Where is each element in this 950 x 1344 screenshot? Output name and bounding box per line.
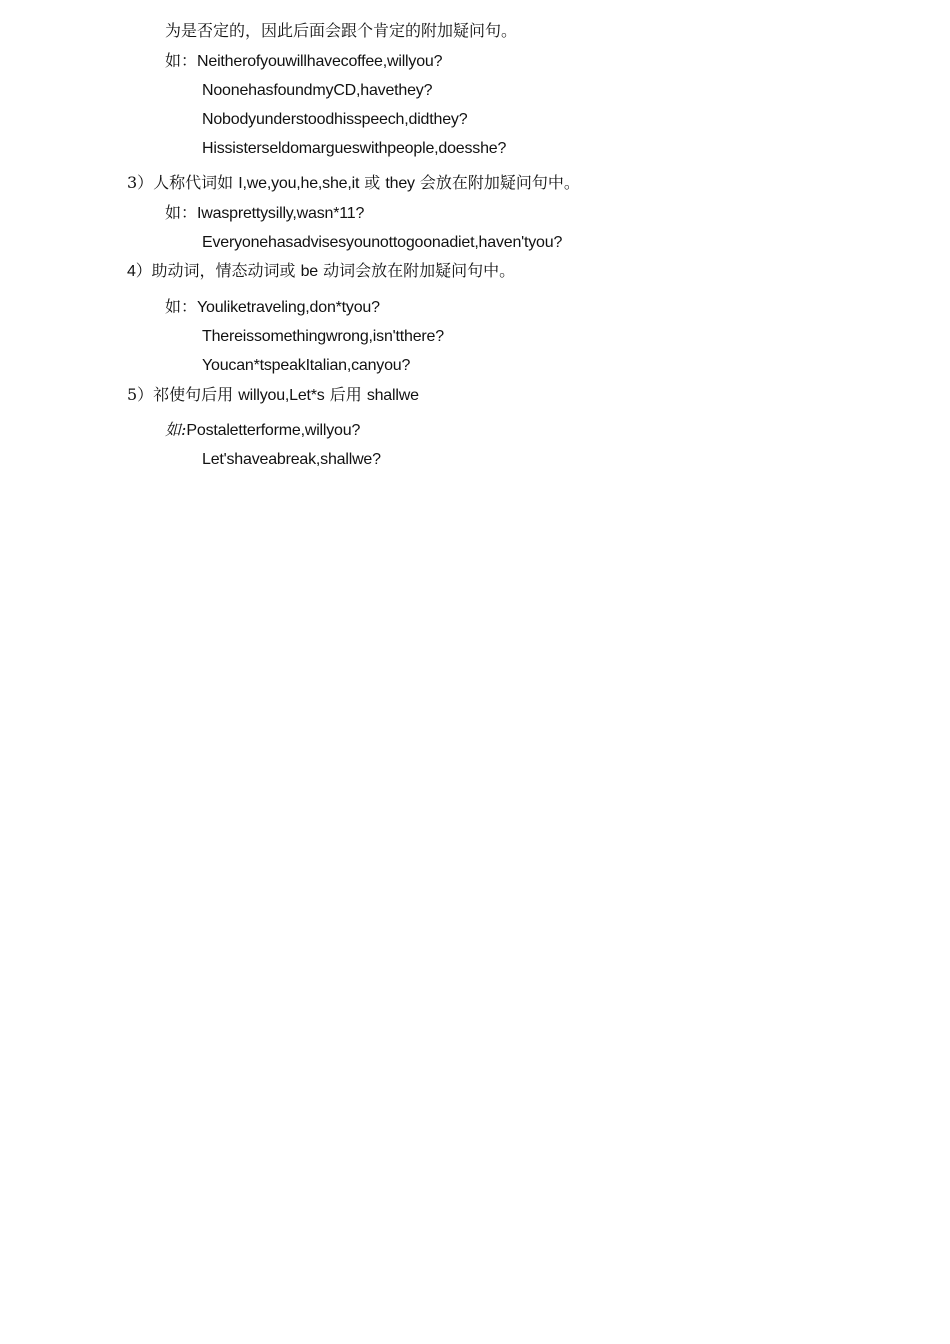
rule-text: 3）人称代词如 bbox=[127, 173, 239, 192]
rule-term: I,we,you,he,she,it bbox=[238, 175, 360, 192]
rule-text: 动词会放在附加疑问句中。 bbox=[318, 261, 516, 280]
text-run: 为是否定的，因此后面会跟个肯定的附加疑问句。 bbox=[165, 21, 518, 40]
example-prefix: 如： bbox=[165, 297, 198, 316]
rule-line bbox=[127, 172, 580, 195]
rule-text: 会放在附加疑问句中。 bbox=[414, 173, 580, 192]
example-line bbox=[202, 109, 467, 131]
example-sentence: Nobodyunderstoodhisspeech,didthey? bbox=[202, 111, 468, 128]
example-sentence: Postaletterforme,willyou? bbox=[186, 422, 361, 439]
example-sentence: Youliketraveling,don*tyou? bbox=[197, 299, 380, 316]
rule-term: shallwe bbox=[366, 387, 419, 404]
example-sentence: Neitherofyouwillhavecoffee,willyou? bbox=[197, 53, 443, 70]
example-sentence: Let'shaveabreak,shallwe? bbox=[202, 451, 381, 468]
example-line bbox=[165, 419, 360, 442]
rule-text: 5）祁使句后用 bbox=[127, 385, 239, 404]
example-prefix: 如： bbox=[165, 203, 198, 222]
example-line bbox=[202, 355, 410, 377]
example-sentence: Youcan*tspeakItalian,canyou? bbox=[202, 357, 411, 374]
example-line bbox=[165, 296, 380, 319]
rule-term: willyou,Let*s bbox=[238, 387, 325, 404]
rule-text: 后用 bbox=[324, 385, 367, 404]
example-prefix: 如： bbox=[165, 51, 198, 70]
text-line bbox=[165, 20, 517, 42]
rule-number: 4） bbox=[127, 263, 152, 280]
rule-line bbox=[127, 384, 419, 407]
example-sentence: NoonehasfoundmyCD,havethey? bbox=[202, 82, 433, 99]
example-line bbox=[202, 232, 562, 254]
example-line bbox=[165, 50, 442, 73]
example-sentence: Hissisterseldomargueswithpeople,doesshe? bbox=[202, 140, 507, 157]
example-line bbox=[202, 326, 444, 348]
example-sentence: Everyonehasadvisesyounottogoonadiet,haven'tyou? bbox=[202, 234, 563, 251]
rule-line bbox=[127, 260, 515, 283]
example-line bbox=[165, 202, 364, 225]
rule-term: be bbox=[300, 263, 318, 280]
example-sentence: Thereissomethingwrong,isn'tthere? bbox=[202, 328, 444, 345]
example-line bbox=[202, 449, 381, 471]
example-sentence: Iwasprettysilly,wasn*11? bbox=[197, 205, 365, 222]
rule-term: they bbox=[385, 175, 415, 192]
example-prefix: 如: bbox=[165, 420, 187, 439]
example-line bbox=[202, 138, 506, 160]
example-line bbox=[202, 80, 432, 102]
rule-text: 助动词，情态动词或 bbox=[151, 261, 301, 280]
rule-text: 或 bbox=[359, 173, 386, 192]
